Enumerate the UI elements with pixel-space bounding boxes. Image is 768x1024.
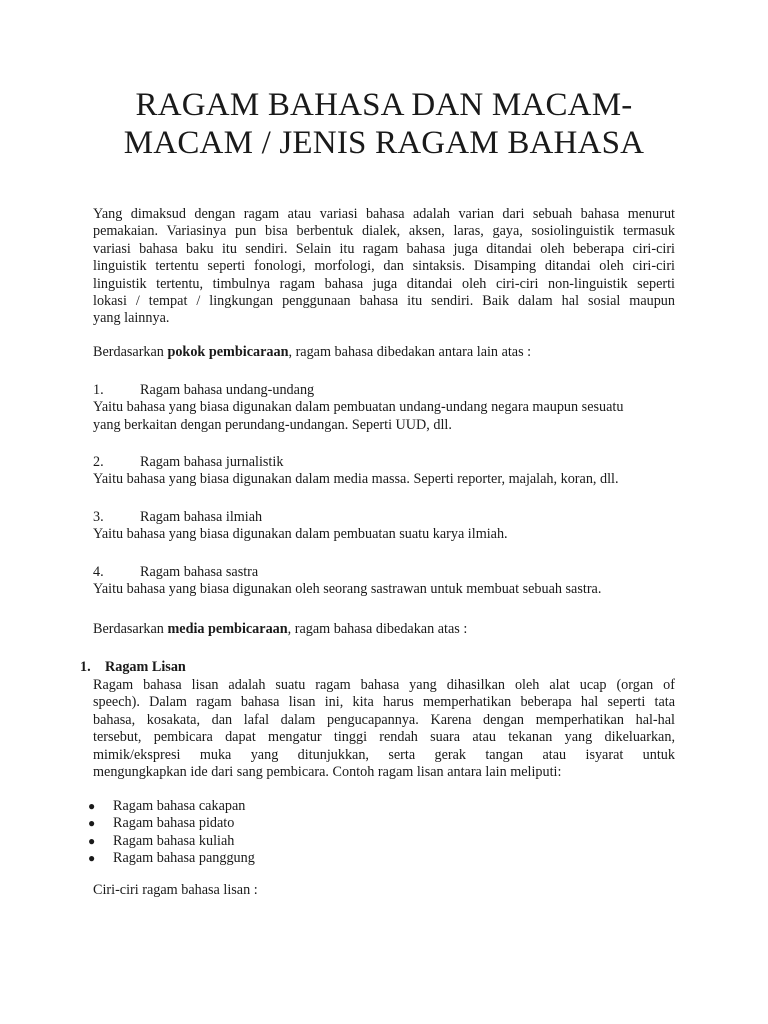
lisan-line: speech). Dalam ragam bahasa lisan ini, kita harus memperhatikan beberapa hal seperti tata: [93, 694, 675, 711]
intro-line: pemakaian. Variasinya pun bisa berbentuk dialek, aksen, laras, gaya, sosiolinguistik termasuk: [93, 223, 675, 240]
section-heading-lisan: [80, 659, 186, 676]
item-number: 2.: [93, 454, 104, 470]
bullet-icon: ●: [88, 816, 96, 831]
list-item: [93, 382, 675, 434]
list-item: [93, 564, 675, 599]
lisan-paragraph: [93, 677, 675, 781]
ciri-ciri-text: Ciri-ciri ragam bahasa lisan :: [93, 882, 258, 898]
heading-text: Ragam Lisan: [105, 659, 186, 675]
intro-line: linguistik tertentu seperti fonologi, morfologi, dan sintaksis. Disamping ditandai oleh ciri-ciri: [93, 258, 675, 275]
intro-line: variasi bahasa baku itu sendiri. Selain itu ragam bahasa juga ditandai oleh beberapa ciri-ciri: [93, 240, 675, 257]
item-desc: Yaitu bahasa yang biasa digunakan dalam pembuatan suatu karya ilmiah.: [93, 526, 508, 543]
pokok-bold: pokok pembicaraan: [167, 344, 289, 360]
list-item: ● Ragam bahasa cakapan: [88, 798, 246, 814]
intro-line: lokasi / tempat / lingkungan penggunaan bahasa itu sendiri. Baik dalam hal sosial maupun: [93, 293, 675, 310]
pokok-intro: Berdasarkan pokok pembicaraan, ragam bahasa dibedakan antara lain atas :: [93, 344, 532, 360]
list-item: [93, 509, 675, 544]
list-item: ● Ragam bahasa kuliah: [88, 832, 235, 849]
item-number: 1.: [93, 382, 104, 398]
item-title: Ragam bahasa undang-undang: [140, 382, 315, 398]
item-desc: Yaitu bahasa yang biasa digunakan dalam media massa. Seperti reporter, majalah, koran, dll.: [93, 471, 619, 488]
media-intro: Berdasarkan media pembicaraan, ragam bahasa dibedakan atas :: [93, 621, 468, 637]
list-item: ● Ragam bahasa pidato: [88, 815, 235, 832]
intro-line: linguistik tertentu, timbulnya ragam bahasa juga ditandai oleh ciri-ciri non-linguistik seperti: [93, 275, 675, 292]
item-desc: Yaitu bahasa yang biasa digunakan dalam pembuatan undang-undang negara maupun sesuatu: [93, 399, 624, 416]
item-title: Ragam bahasa sastra: [140, 564, 259, 580]
bullet-icon: ●: [88, 799, 96, 813]
item-desc: Yaitu bahasa yang biasa digunakan oleh seorang sastrawan untuk membuat sebuah sastra.: [93, 581, 602, 598]
document-title: [93, 86, 675, 162]
title-line-2: MACAM / JENIS RAGAM BAHASA: [123, 125, 645, 161]
list-item: [93, 454, 675, 489]
item-number: 3.: [93, 509, 104, 525]
title-line-1: RAGAM BAHASA DAN MACAM-: [135, 87, 633, 123]
list-item: ● Ragam bahasa panggung: [88, 850, 255, 867]
intro-line: yang lainnya.: [93, 310, 170, 327]
item-title: Ragam bahasa jurnalistik: [140, 454, 284, 470]
lisan-bullet-list: [88, 798, 255, 868]
item-title: Ragam bahasa ilmiah: [140, 509, 263, 525]
lisan-line: bahasa, kosakata, dan lafal dalam pengucapannya. Karena dengan memperhatikan hal-hal: [93, 711, 675, 728]
lisan-line: tersebut, pembicara dapat mengatur tinggi rendah suara atau tekanan yang dikeluarkan,: [93, 729, 675, 746]
media-bold: media pembicaraan: [167, 621, 288, 637]
heading-number: 1.: [80, 659, 91, 675]
bullet-icon: ●: [88, 851, 96, 866]
lisan-line: mimik/ekspresi muka yang ditunjukkan, serta gerak tangan atau isyarat untuk: [93, 746, 675, 763]
intro-line: Yang dimaksud dengan ragam atau variasi bahasa adalah varian dari sebuah bahasa menurut: [93, 206, 675, 222]
document-page: [80, 0, 675, 1024]
intro-paragraph: [93, 206, 675, 328]
item-desc: yang berkaitan dengan perundang-undangan. Seperti UUD, dll.: [93, 416, 452, 433]
item-number: 4.: [93, 564, 104, 580]
bullet-icon: ●: [88, 833, 96, 848]
lisan-line: mengungkapkan ide dari sang pembicara. Contoh ragam lisan antara lain meliputi:: [93, 764, 562, 781]
lisan-line: Ragam bahasa lisan adalah suatu ragam bahasa yang dihasilkan oleh alat ucap (organ of: [93, 677, 675, 693]
